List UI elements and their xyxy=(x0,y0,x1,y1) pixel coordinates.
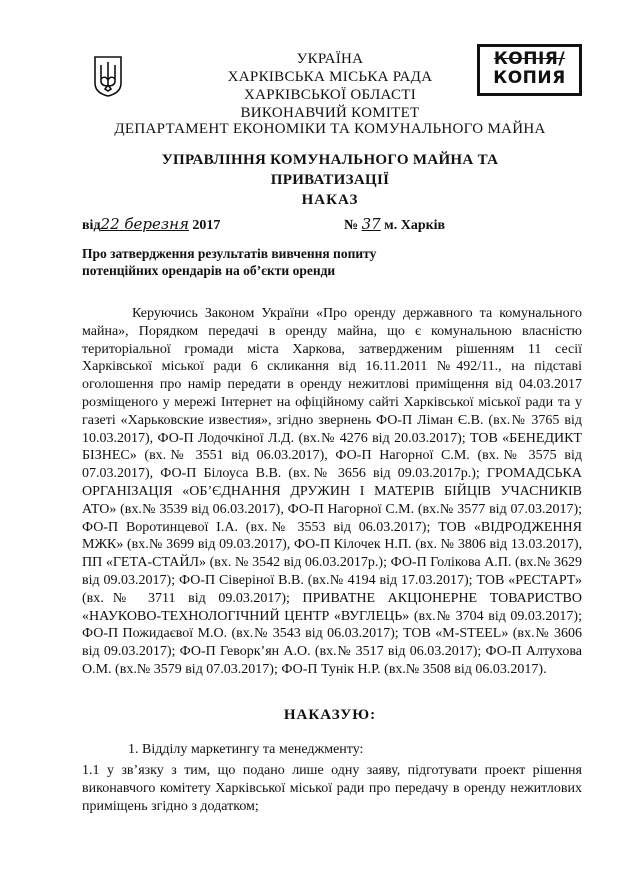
header-council: ХАРКІВСЬКА МІСЬКА РАДА xyxy=(227,69,433,85)
document-type: НАКАЗ xyxy=(301,192,359,208)
preamble-paragraph: Керуючись Законом України «Про оренду державного та комунального майна», Порядком передачі в оренду майна, що є комунальною власністю територіальної громади міста Харкова, затвердженим рішенням 11 сесії Харківської міської ради 6 скликання від 16.11.2011 №492/11., на підставі оголошення про намір передати в оренду нежитлові приміщення від 04.03.2017 розміщеного у мережі Інтернет на офіційному сайті Харківської міської ради та у газеті «Харьковские известия», згідно звернень ФО-П Ліман Є.В. (вх.№ 3765 від 10.03.2017), ФО-П Лодочкіної Л.Д. (вх.№ 4276 від 20.03.2017); ТОВ «БЕНЕДИКТ БІЗНЕС» (вх.№ 3551 від 06.03.2017), ФО-П Нагорної С.М. (вх.№ 3575 від 07.03.2017), ФО-П Білоуса В.В. (вх.№ 3656 від 09.03.2017р.); ГРОМАДСЬКА ОРГАНІЗАЦІЯ «ОБ’ЄДНАННЯ ДРУЖИН І МАТЕРІВ БІЙЦІВ УЧАСНИКІВ АТО» (вх.№ 3539 від 06.03.2017), ФО-П Нагорної С.М. (вх.№ 3577 від 07.03.2017); ФО-П Воротинцевої І.А. (вх.№ 3553 від 06.03.2017); ТОВ «ВІДРОДЖЕННЯ МЖК» (вх.№ 3699 від 09.03.2017), ФО-П Кілочек Н.П. (вх. № 3806 від 13.03.2017), ПП «ГЕТА-СТАЙЛ» (вх. № 3542 від 06.03.2017р.); ФО-П Голікова А.П. (вх.№ 3629 від 09.03.2017); ФО-П Сіверіної В.В. (вх.№ 4194 від 17.03.2017); ТОВ «РЕСТАРТ» (вх.№ 3711 від 09.03.2017); ПРИВАТНЕ АКЦІОНЕРНЕ ТОВАРИСТВО «НАУКОВО-ТЕХНОЛОГІЧНИЙ ЦЕНТР «ВУГЛЕЦЬ» (вх.№ 3704 від 09.03.2017); ФО-П Пожидаєвої М.О. (вх.№ 3543 від 06.03.2017); ТОВ «M-STEEL» (вх.№ 3606 від 09.03.2017); ФО-П Геворк’ян А.О. (вх.№ 3517 від 06.03.2017); ФО-П Алтухова О.М. (вх.№ 3579 від 07.03.2017); ФО-П Тунік Н.Р. (вх.№ 3508 від 06.03.2017). xyxy=(82,306,582,677)
order-item-1: 1. Відділу маркетингу та менеджменту: xyxy=(128,742,364,757)
date-prefix: від xyxy=(82,218,101,233)
date-year: 2017 xyxy=(192,218,221,233)
header-region: ХАРКІВСЬКОЇ ОБЛАСТІ xyxy=(243,87,417,103)
order-item-1-1: 1.1 у зв’язку з тим, що подано лише одну заяву, підготувати проект рішення виконавчого комітету Харківської міської ради про передачу в оренду нежитлових приміщень згідно з додатком; xyxy=(82,763,582,814)
header-country: УКРАЇНА xyxy=(296,51,364,67)
stamp-line2: КОПИЯ xyxy=(493,68,566,88)
number-prefix: № xyxy=(344,218,359,233)
directorate-line2: ПРИВАТИЗАЦІЇ xyxy=(270,172,390,188)
directorate-title xyxy=(80,150,580,190)
date-number-line xyxy=(82,215,602,235)
stamp-line1: КОПІЯ/ xyxy=(493,49,566,69)
header-department: ДЕПАРТАМЕНТ ЕКОНОМІКИ ТА КОМУНАЛЬНОГО МАЙНА xyxy=(114,121,546,137)
letterhead xyxy=(80,50,580,122)
place: м. Харків xyxy=(384,218,446,233)
header-committee: ВИКОНАВЧИЙ КОМІТЕТ xyxy=(240,105,420,121)
order-subject: Про затвердження результатів вивчення попиту потенційних орендарів на об’єкти оренди xyxy=(82,246,377,278)
number-handwritten: 37 xyxy=(361,215,381,233)
date-handwritten: 22 березня xyxy=(100,215,189,233)
order-word: НАКАЗУЮ: xyxy=(283,707,377,723)
directorate-line1: УПРАВЛІННЯ КОМУНАЛЬНОГО МАЙНА ТА xyxy=(161,152,499,168)
